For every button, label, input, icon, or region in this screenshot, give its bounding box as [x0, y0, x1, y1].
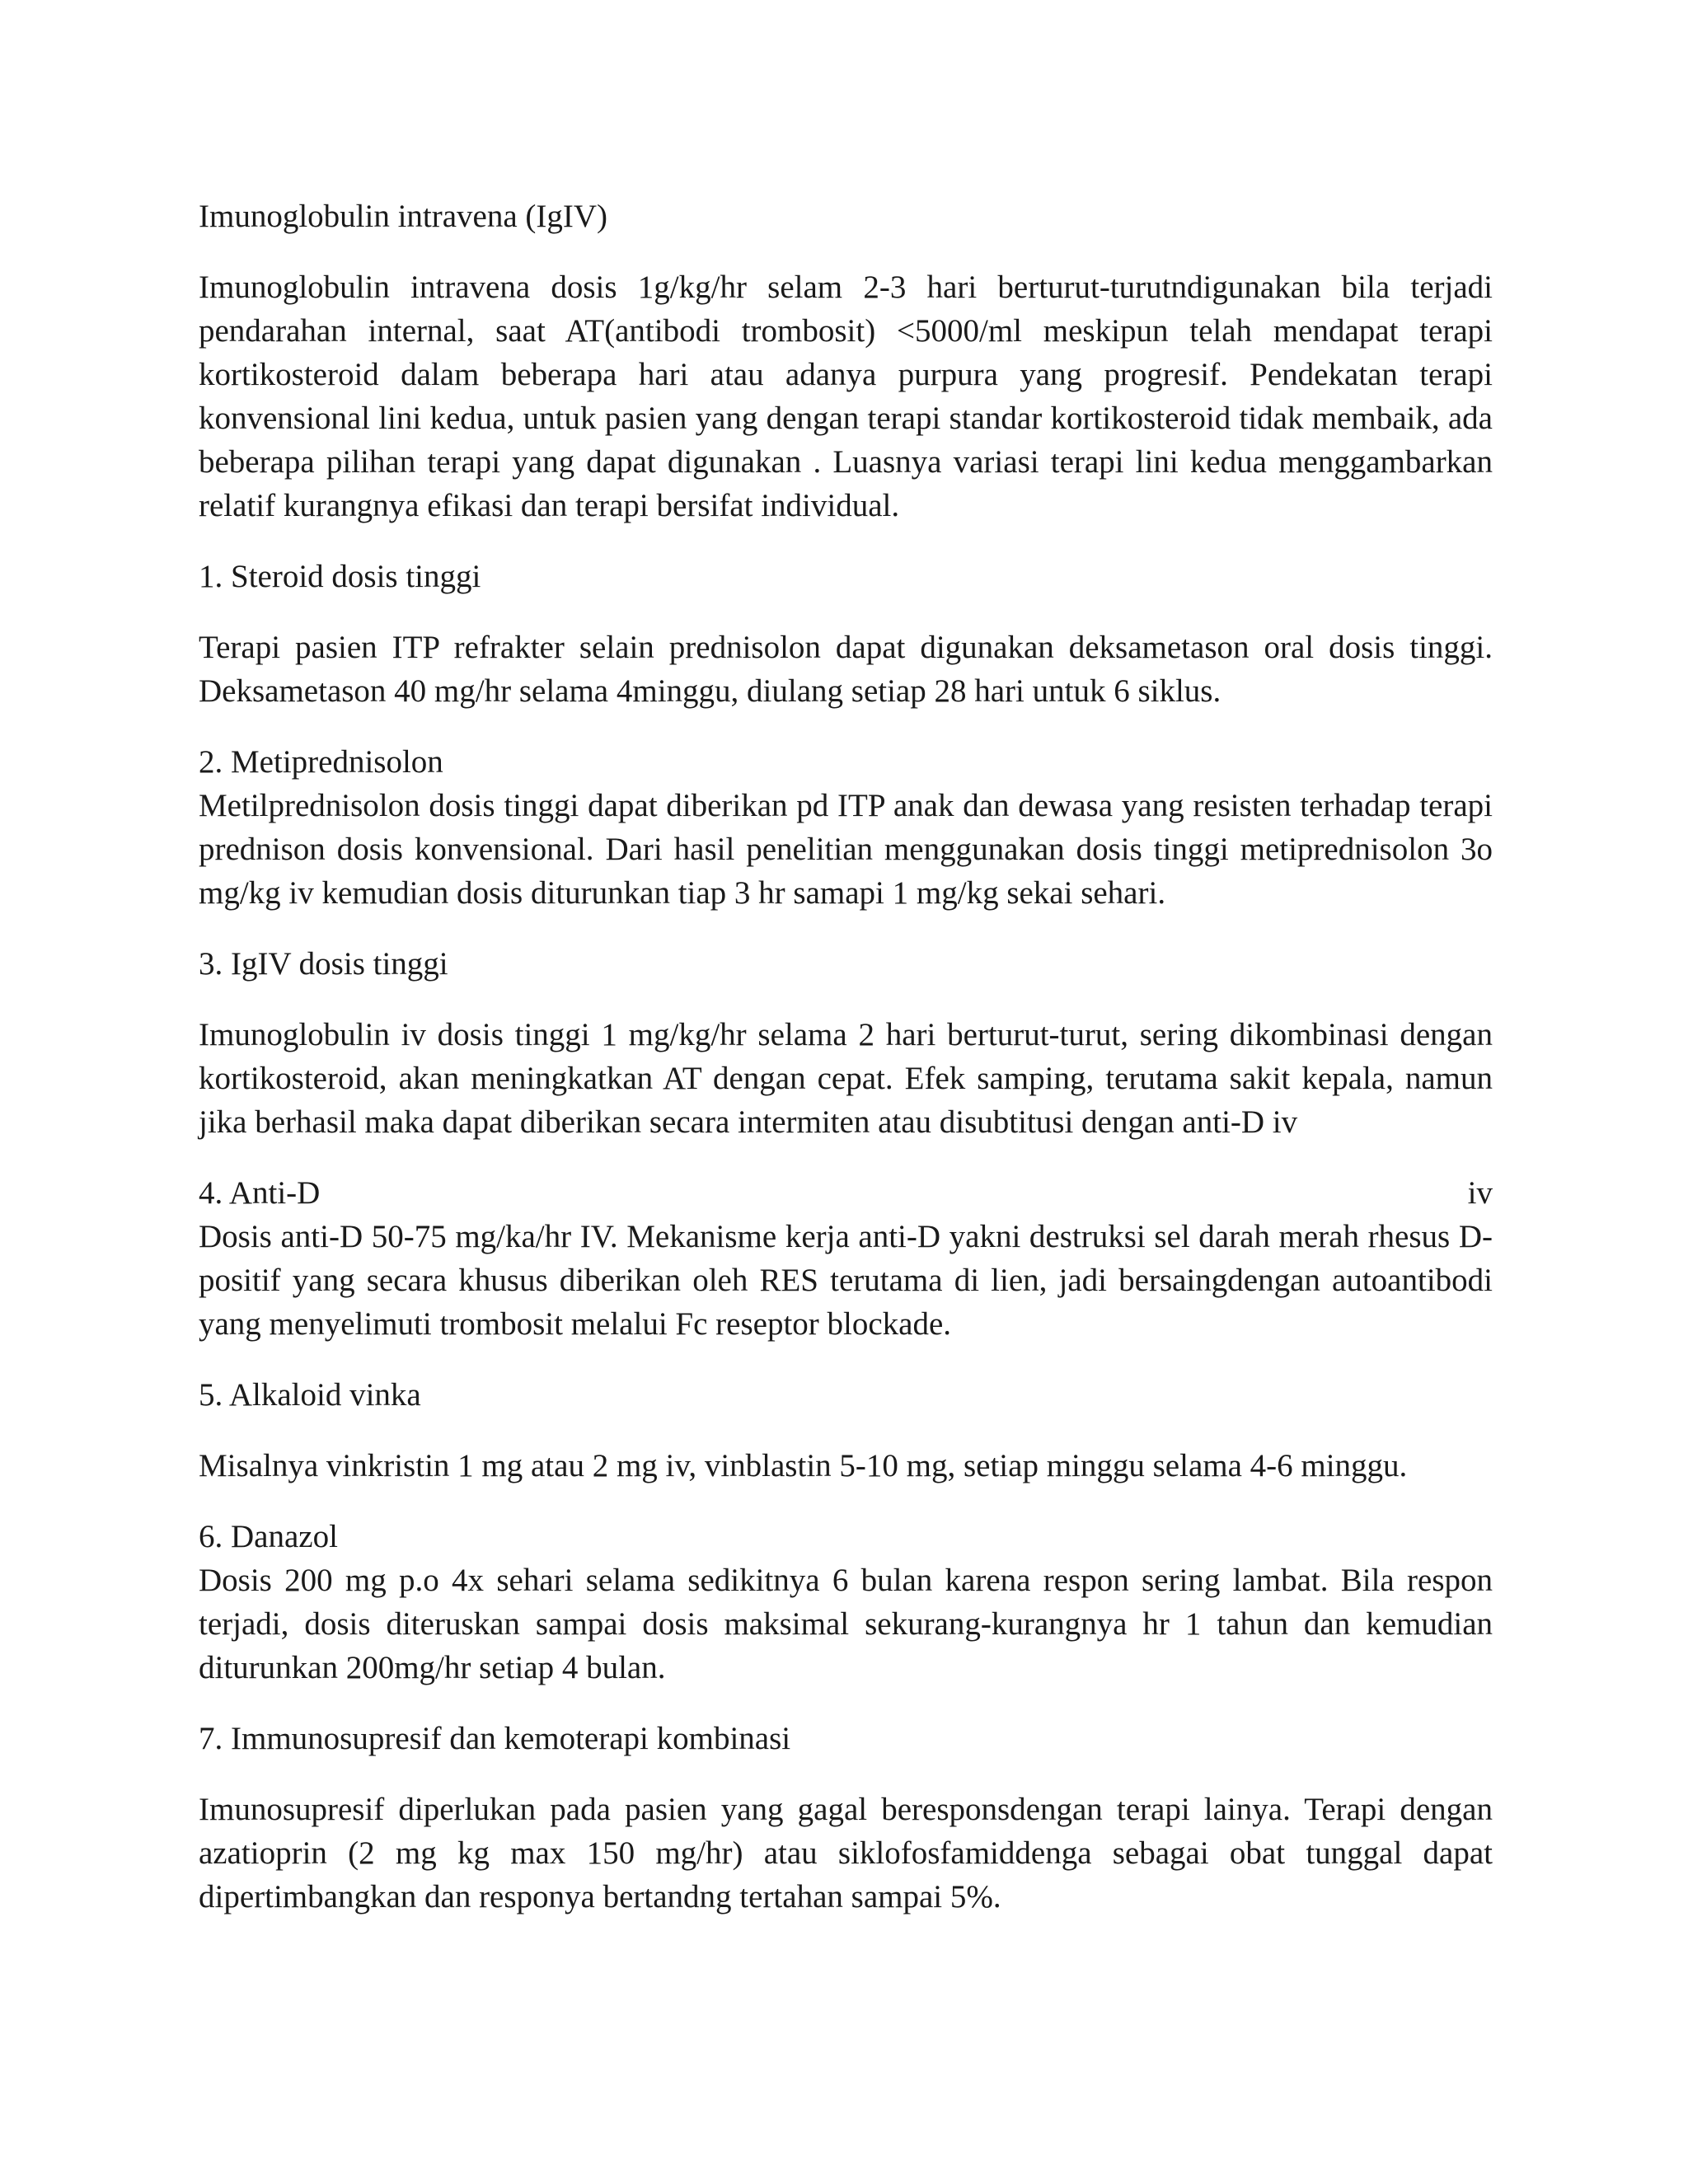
- section-heading-igiv: 3. IgIV dosis tinggi: [199, 946, 448, 982]
- section-heading-anti-d-right: iv: [1467, 1175, 1493, 1211]
- section-body-metiprednisolon: Metilprednisolon dosis tinggi dapat diberikan pd ITP anak dan dewasa yang resisten terhadap terapi prednison dosis konvensional. Dari hasil penelitian menggunakan dosis tinggi metiprednisolon 3o mg/kg iv kemudian dosis diturunkan tiap 3 hr samapi 1 mg/kg sekai sehari.: [199, 788, 1493, 911]
- section-body-immunosupresif: Imunosupresif diperlukan pada pasien yang gagal beresponsdengan terapi lainya. Terapi dengan azatioprin (2 mg kg max 150 mg/hr) atau siklofosfamiddenga sebagai obat tunggal dapat dipertimbangkan dan responya bertandng tertahan sampai 5%.: [199, 1792, 1493, 1915]
- section-heading-anti-d-left: 4. Anti-D: [199, 1175, 321, 1211]
- document-page: [199, 194, 1493, 1946]
- section-heading-alkaloid: 5. Alkaloid vinka: [199, 1377, 421, 1413]
- section-heading-danazol: 6. Danazol: [199, 1519, 338, 1554]
- section-body-steroid: Terapi pasien ITP refrakter selain prednisolon dapat digunakan deksametason oral dosis tinggi. Deksametason 40 mg/hr selama 4minggu, diulang setiap 28 hari untuk 6 siklus.: [199, 630, 1493, 709]
- section-body-anti-d: Dosis anti-D 50-75 mg/ka/hr IV. Mekanisme kerja anti-D yakni destruksi sel darah merah rhesus D-positif yang secara khusus diberikan oleh RES terutama di lien, jadi bersaingdengan autoantibodi yang menyelimuti trombosit melalui Fc reseptor blockade.: [199, 1219, 1493, 1342]
- document-title: Imunoglobulin intravena (IgIV): [199, 199, 608, 234]
- intro-paragraph: Imunoglobulin intravena dosis 1g/kg/hr selam 2-3 hari berturut-turutndigunakan bila terjadi pendarahan internal, saat AT(antibodi trombosit) <5000/ml meskipun telah mendapat terapi kortikosteroid dalam beberapa hari atau adanya purpura yang progresif. Pendekatan terapi konvensional lini kedua, untuk pasien yang dengan terapi standar kortikosteroid tidak membaik, ada beberapa pilihan terapi yang dapat digunakan . Luasnya variasi terapi lini kedua menggambarkan relatif kurangnya efikasi dan terapi bersifat individual.: [199, 269, 1493, 523]
- section-heading-steroid: 1. Steroid dosis tinggi: [199, 559, 481, 594]
- section-body-alkaloid: Misalnya vinkristin 1 mg atau 2 mg iv, vinblastin 5-10 mg, setiap minggu selama 4-6 minggu.: [199, 1448, 1408, 1483]
- section-body-igiv: Imunoglobulin iv dosis tinggi 1 mg/kg/hr selama 2 hari berturut-turut, sering dikombinasi dengan kortikosteroid, akan meningkatkan AT dengan cepat. Efek samping, terutama sakit kepala, namun jika berhasil maka dapat diberikan secara intermiten atau disubtitusi dengan anti-D iv: [199, 1017, 1493, 1140]
- section-body-danazol: Dosis 200 mg p.o 4x sehari selama sedikitnya 6 bulan karena respon sering lambat. Bila respon terjadi, dosis diteruskan sampai dosis maksimal sekurang-kurangnya hr 1 tahun dan kemudian diturunkan 200mg/hr setiap 4 bulan.: [199, 1563, 1493, 1685]
- section-heading-anti-d: [199, 1171, 1493, 1215]
- section-heading-immunosupresif: 7. Immunosupresif dan kemoterapi kombinasi: [199, 1721, 791, 1756]
- section-heading-metiprednisolon: 2. Metiprednisolon: [199, 744, 443, 780]
